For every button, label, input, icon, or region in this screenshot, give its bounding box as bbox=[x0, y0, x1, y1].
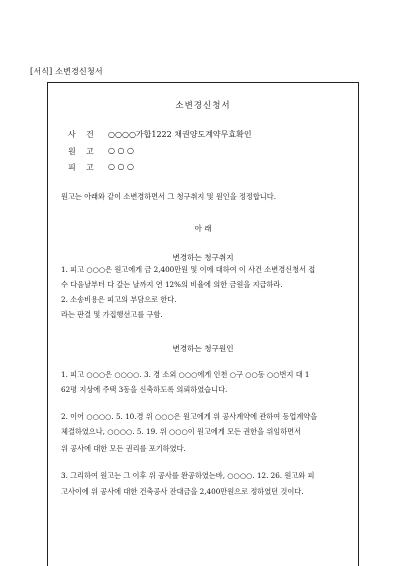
party-label-char: 건 bbox=[86, 130, 94, 139]
claim-cause-line: 체결하였으나, ○○○○. 5. 19. 위 ○○○이 원고에게 모든 권한을 위임하면서 bbox=[61, 427, 302, 436]
party-label-char: 고 bbox=[86, 147, 94, 156]
claim-cause-line: 위 공사에 대한 모든 권리를 포기하였다. bbox=[61, 444, 186, 453]
claim-purpose-heading: 변경하는 청구취지 bbox=[172, 253, 234, 262]
claim-cause-line: 3. 그리하여 원고는 그 이후 위 공사를 완공하였는바, ○○○○. 12. 26. 원고와 피 bbox=[61, 471, 315, 480]
intro-text: 원고는 아래와 같이 소변경하면서 그 청구취지 및 원인을 정정합니다. bbox=[61, 192, 276, 201]
case-number-value: ○○○○가합1222 채권양도계약무효확인 bbox=[108, 130, 252, 139]
party-label-char: 원 bbox=[68, 147, 76, 156]
document-title: 소변경신청서 bbox=[175, 101, 231, 111]
party-plaintiff-row bbox=[68, 146, 134, 157]
claim-cause-heading: 변경하는 청구원인 bbox=[172, 344, 234, 353]
document-frame bbox=[47, 82, 359, 566]
claim-cause-line: 고사이에 위 공사에 대한 건축공사 잔대금을 2,400만원으로 정하였던 것이다. bbox=[61, 487, 304, 496]
defendant-name-value: ○ ○ ○ bbox=[108, 162, 135, 171]
claim-cause-line: 1. 피고 ○○○은 ○○○○. 3. 경 소외 ○○○에게 인천 ○구 ○○동 ○○번지 대 1 bbox=[61, 370, 310, 379]
party-label-char: 고 bbox=[86, 163, 94, 172]
claim-cause-line: 2. 이어 ○○○○. 5. 10.경 위 ○○○은 원고에게 위 공사계약에 관하여 동업계약을 bbox=[61, 412, 318, 421]
claim-purpose-line: 2. 소송비용은 피고의 부담으로 한다. bbox=[61, 295, 177, 304]
claim-purpose-line: 1. 피고 ○○○은 원고에게 금 2,400만원 및 이에 대하여 이 사건 소변경신청서 접 bbox=[61, 265, 316, 274]
party-defendant-row bbox=[68, 162, 134, 173]
section-mark: 아 래 bbox=[194, 224, 212, 233]
form-caption: [서식] 소변경신청서 bbox=[30, 67, 103, 76]
party-case-row bbox=[68, 129, 252, 140]
party-label-char: 피 bbox=[68, 163, 76, 172]
party-label-char: 사 bbox=[68, 130, 76, 139]
claim-cause-line: 62평 지상에 주택 3동을 신축하도록 의뢰하였습니다. bbox=[61, 385, 228, 394]
plaintiff-name-value: ○ ○ ○ bbox=[108, 146, 135, 155]
claim-purpose-line: 수 다음날부터 다 갚는 날까지 연 12%의 비율에 의한 금원을 지급하라. bbox=[61, 280, 283, 289]
claim-purpose-line: 라는 판결 및 가집행선고를 구함. bbox=[61, 310, 163, 319]
